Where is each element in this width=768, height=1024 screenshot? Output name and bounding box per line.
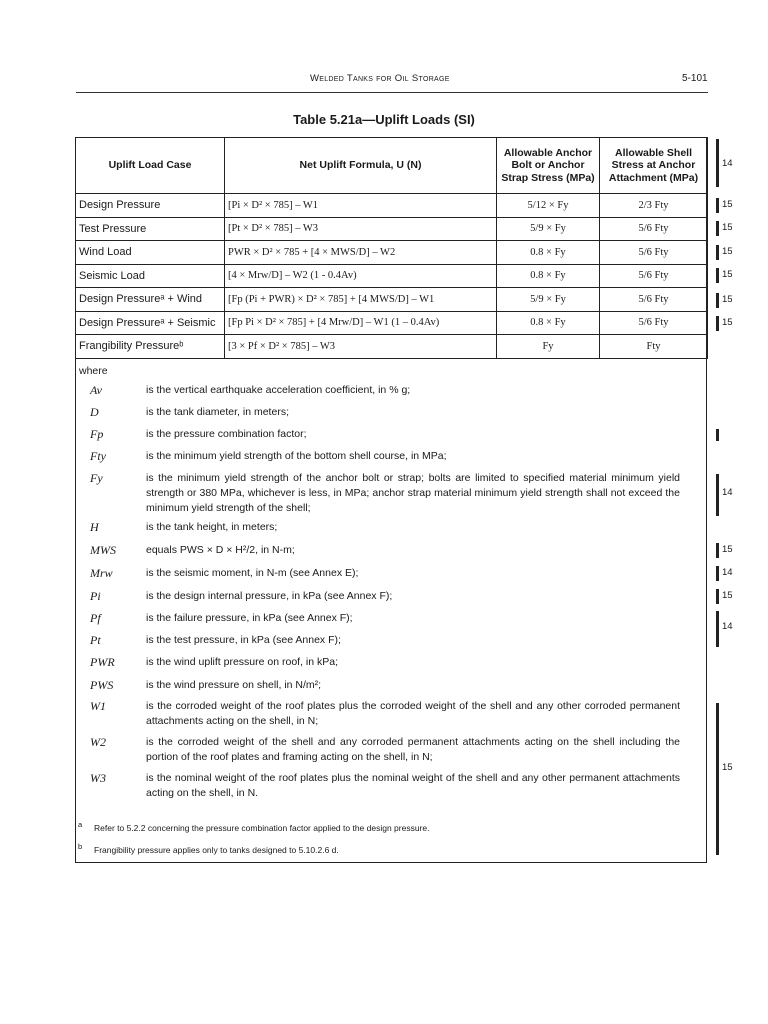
change-bar-label: 15 [722, 590, 733, 601]
change-bar [716, 589, 719, 604]
definition-symbol: Fy [90, 471, 103, 485]
footnote-text: Frangibility pressure applies only to tanks designed to 5.10.2.6 d. [94, 845, 339, 855]
change-bar-label: 15 [722, 762, 733, 773]
load-case-cell: Design Pressure [76, 194, 225, 218]
table-row [76, 241, 708, 265]
definition-text: equals PWS × D × H²/2, in N-m; [146, 544, 295, 556]
shell-stress-cell: Fty [600, 335, 708, 359]
change-bar [716, 198, 719, 213]
change-bar [716, 429, 719, 441]
definition-text: is the minimum yield strength of the bottom shell course, in MPa; [146, 450, 447, 462]
definition-text: is the wind uplift pressure on roof, in kPa; [146, 656, 339, 668]
change-bar-label: 14 [722, 621, 733, 632]
table-row [76, 311, 708, 335]
change-bar [716, 139, 719, 187]
table-title: Table 5.21a—Uplift Loads (SI) [293, 112, 475, 127]
change-bar [716, 221, 719, 236]
change-bar-label: 15 [722, 199, 733, 210]
column-header-formula: Net Uplift Formula, U (N) [225, 138, 497, 194]
change-bar [716, 611, 719, 647]
formula-cell: [Pi × D² × 785] – W1 [225, 194, 497, 218]
change-bar-label: 15 [722, 269, 733, 280]
footnote-text: Refer to 5.2.2 concerning the pressure combination factor applied to the design pressure. [94, 823, 430, 833]
definition-symbol: MWS [90, 543, 116, 557]
change-bar [716, 268, 719, 283]
formula-cell: [Pt × D² × 785] – W3 [225, 217, 497, 241]
definition-symbol: Fty [90, 449, 106, 463]
definition-symbol: PWR [90, 655, 115, 669]
definition-text: is the test pressure, in kPa (see Annex F); [146, 634, 341, 646]
uplift-loads-table [75, 137, 708, 359]
anchor-stress-cell: Fy [497, 335, 600, 359]
anchor-stress-cell: 5/12 × Fy [497, 194, 600, 218]
definition-text: is the design internal pressure, in kPa (see Annex F); [146, 590, 393, 602]
definition-symbol: Pf [90, 611, 101, 625]
change-bar-label: 15 [722, 222, 733, 233]
change-bar [716, 316, 719, 331]
definition-text: is the tank diameter, in meters; [146, 406, 289, 418]
where-label: where [79, 365, 108, 377]
change-bar [716, 474, 719, 516]
definition-symbol: W3 [90, 771, 106, 785]
definition-symbol: Pt [90, 633, 101, 647]
shell-stress-cell: 5/6 Fty [600, 311, 708, 335]
change-bar [716, 566, 719, 581]
load-case-cell: Seismic Load [76, 264, 225, 288]
definition-symbol: PWS [90, 678, 114, 692]
column-header-anchor-stress: Allowable Anchor Bolt or Anchor Strap Stress (MPa) [497, 138, 600, 194]
change-bar-label: 14 [722, 487, 733, 498]
shell-stress-cell: 2/3 Fty [600, 194, 708, 218]
definition-text: is the failure pressure, in kPa (see Annex F); [146, 612, 353, 624]
change-bar-label: 15 [722, 294, 733, 305]
change-bar-label: 15 [722, 246, 733, 257]
anchor-stress-cell: 0.8 × Fy [497, 241, 600, 265]
definition-text: is the corroded weight of the shell and any corroded permanent attachments acting on the shell including the portion of the roof plates and framing acting on the shell, in N; [146, 736, 680, 763]
anchor-stress-cell: 0.8 × Fy [497, 264, 600, 288]
table-row [76, 194, 708, 218]
definition-text: is the wind pressure on shell, in N/m²; [146, 679, 322, 691]
change-bar [716, 543, 719, 558]
load-case-cell: Test Pressure [76, 217, 225, 241]
load-case-cell: Design Pressureᵃ + Seismic [76, 311, 225, 335]
anchor-stress-cell: 5/9 × Fy [497, 217, 600, 241]
definition-symbol: H [90, 520, 99, 534]
running-header-title: Welded Tanks for Oil Storage [310, 73, 450, 84]
table-row [76, 288, 708, 312]
table-row [76, 335, 708, 359]
formula-cell: [3 × Pf × D² × 785] – W3 [225, 335, 497, 359]
definition-symbol: Pi [90, 589, 101, 603]
anchor-stress-cell: 0.8 × Fy [497, 311, 600, 335]
shell-stress-cell: 5/6 Fty [600, 288, 708, 312]
shell-stress-cell: 5/6 Fty [600, 241, 708, 265]
definition-symbol: W2 [90, 735, 106, 749]
table-row [76, 264, 708, 288]
definition-symbol: Fp [90, 427, 104, 441]
formula-cell: [4 × Mrw/D] – W2 (1 - 0.4Av) [225, 264, 497, 288]
definition-text: is the vertical earthquake acceleration coefficient, in % g; [146, 384, 411, 396]
formula-cell: [Fp Pi × D² × 785] + [4 Mrw/D] – W1 (1 – 0.4Av) [225, 311, 497, 335]
formula-cell: PWR × D² × 785 + [4 × MWS/D] – W2 [225, 241, 497, 265]
footnote-mark: a [78, 820, 83, 829]
change-bar-label: 14 [722, 158, 733, 169]
definition-symbol: Av [90, 383, 102, 397]
shell-stress-cell: 5/6 Fty [600, 217, 708, 241]
footnote-mark: b [78, 842, 83, 851]
definition-text: is the tank height, in meters; [146, 521, 278, 533]
definition-symbol: Mrw [90, 566, 113, 580]
table-header-row [76, 138, 708, 194]
change-bar-label: 14 [722, 567, 733, 578]
header-rule [76, 92, 708, 93]
page-number: 5-101 [682, 73, 708, 84]
definition-text: is the minimum yield strength of the anchor bolt or strap; bolts are limited to specified material minimum yield strength or 380 MPa, whichever is less, in MPa; anchor strap material minimum yield strength shall not exceed the minimum yield strength of the shell; [146, 472, 680, 514]
anchor-stress-cell: 5/9 × Fy [497, 288, 600, 312]
formula-cell: [Fp (Pi + PWR) × D² × 785] + [4 MWS/D] – W1 [225, 288, 497, 312]
definition-text: is the corroded weight of the roof plates plus the corroded weight of the shell and any other corroded permanent attachments acting on the shell, in N; [146, 700, 680, 727]
change-bar-label: 15 [722, 544, 733, 555]
table-row [76, 217, 708, 241]
load-case-cell: Wind Load [76, 241, 225, 265]
change-bar [716, 703, 719, 855]
column-header-shell-stress: Allowable Shell Stress at Anchor Attachment (MPa) [600, 138, 708, 194]
column-header-load-case: Uplift Load Case [76, 138, 225, 194]
load-case-cell: Design Pressureᵃ + Wind [76, 288, 225, 312]
change-bar [716, 293, 719, 308]
load-case-cell: Frangibility Pressureᵇ [76, 335, 225, 359]
definition-symbol: W1 [90, 699, 106, 713]
definition-symbol: D [90, 405, 99, 419]
change-bar [716, 245, 719, 260]
definition-text: is the pressure combination factor; [146, 428, 307, 440]
shell-stress-cell: 5/6 Fty [600, 264, 708, 288]
definition-text: is the seismic moment, in N-m (see Annex E); [146, 567, 359, 579]
definition-text: is the nominal weight of the roof plates plus the nominal weight of the shell and any other permanent attachments acting on the shell, in N. [146, 772, 680, 799]
change-bar-label: 15 [722, 317, 733, 328]
